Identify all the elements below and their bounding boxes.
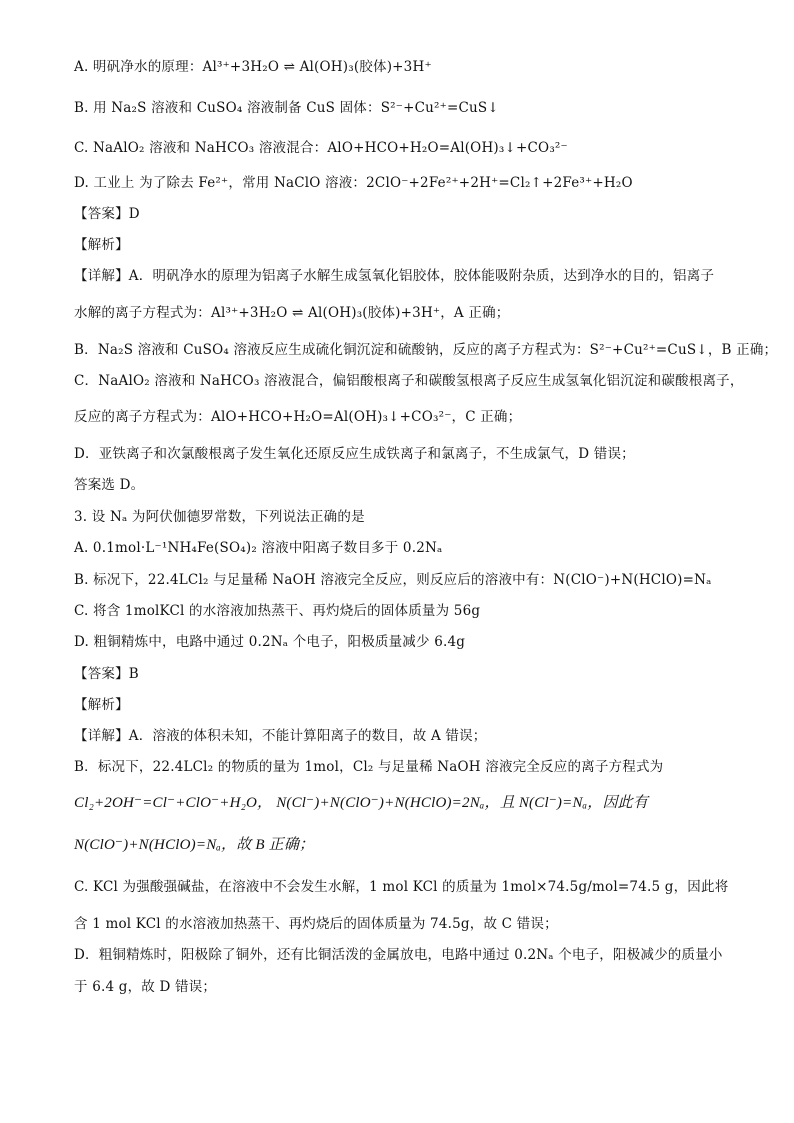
text-line: 【详解】A．明矾净水的原理为铝离子水解生成氢氧化铝胶体，胶体能吸附杂质，达到净水的目的，铝离子 xyxy=(74,268,715,284)
text-line: N(ClO⁻)+N(HClO)=Nₐ，故 B 正确； xyxy=(74,837,315,853)
text-line: D．亚铁离子和次氯酸根离子发生氧化还原反应生成铁离子和氯离子，不生成氯气，D 错误； xyxy=(74,446,635,462)
text-line: 3. 设 Nₐ 为阿伏伽德罗常数，下列说法正确的是 xyxy=(74,509,365,525)
text-line: A. 明矾净水的原理：Al³⁺+3H₂O ⇌ Al(OH)₃(胶体)+3H⁺ xyxy=(74,59,432,75)
text-line: D. 工业上 为了除去 Fe²⁺，常用 NaClO 溶液：2ClO⁻+2Fe²⁺+2H⁺=Cl₂↑+2Fe³⁺+H₂O xyxy=(74,175,633,191)
text-line: B. 标况下，22.4LCl₂ 与足量稀 NaOH 溶液完全反应，则反应后的溶液中有：N(ClO⁻)+N(HClO)=Nₐ xyxy=(74,572,712,588)
text-line: 反应的离子方程式为：AlO+HCO+H₂O=Al(OH)₃↓+CO₃²⁻，C 正确； xyxy=(74,409,522,425)
text-line: 【详解】A．溶液的体积未知，不能计算阳离子的数目，故 A 错误； xyxy=(74,728,487,744)
text-line: Cl₂+2OH⁻=Cl⁻+ClO⁻+H₂O， N(Cl⁻)+N(ClO⁻)+N(HClO)=2Nₐ，且 N(Cl⁻)=Nₐ，因此有 xyxy=(74,795,649,811)
text-line: C. 将含 1molKCl 的水溶液加热蒸干、再灼烧后的固体质量为 56g xyxy=(74,603,481,619)
text-line: C. KCl 为强酸强碱盐，在溶液中不会发生水解，1 mol KCl 的质量为 1mol×74.5g/mol=74.5 g，因此将 xyxy=(74,879,729,895)
text-line: B. 用 Na₂S 溶液和 CuSO₄ 溶液制备 CuS 固体：S²⁻+Cu²⁺=CuS↓ xyxy=(74,100,499,116)
text-line: 答案选 D。 xyxy=(74,477,145,493)
text-line: 含 1 mol KCl 的水溶液加热蒸干、再灼烧后的固体质量为 74.5g，故 C 错误； xyxy=(74,916,558,932)
text-line: B．标况下，22.4LCl₂ 的物质的量为 1mol，Cl₂ 与足量稀 NaOH 溶液完全反应的离子方程式为 xyxy=(74,759,664,775)
text-line: B．Na₂S 溶液和 CuSO₄ 溶液反应生成硫化铜沉淀和硫酸钠，反应的离子方程式为：S²⁻+Cu²⁺=CuS↓，B 正确； xyxy=(74,342,778,358)
text-line: A. 0.1mol·L⁻¹NH₄Fe(SO₄)₂ 溶液中阳离子数目多于 0.2Nₐ xyxy=(74,540,443,556)
text-line: C. NaAlO₂ 溶液和 NaHCO₃ 溶液混合：AlO+HCO+H₂O=Al(OH)₃↓+CO₃²⁻ xyxy=(74,140,568,156)
text-line: 于 6.4 g，故 D 错误； xyxy=(74,979,217,995)
text-line: 【解析】 xyxy=(74,697,129,713)
text-line: D. 粗铜精炼中，电路中通过 0.2Nₐ 个电子，阳极质量减少 6.4g xyxy=(74,634,466,650)
text-line: D．粗铜精炼时，阳极除了铜外，还有比铜活泼的金属放电，电路中通过 0.2Nₐ 个电子，阳极减少的质量小 xyxy=(74,947,723,963)
text-line: 水解的离子方程式为：Al³⁺+3H₂O ⇌ Al(OH)₃(胶体)+3H⁺，A 正确； xyxy=(74,305,510,321)
text-line: 【答案】D xyxy=(74,206,140,222)
text-line: 【解析】 xyxy=(74,237,129,253)
text-line: 【答案】B xyxy=(74,666,139,682)
text-line: C．NaAlO₂ 溶液和 NaHCO₃ 溶液混合，偏铝酸根离子和碳酸氢根离子反应生成氢氧化铝沉淀和碳酸根离子， xyxy=(74,373,744,389)
